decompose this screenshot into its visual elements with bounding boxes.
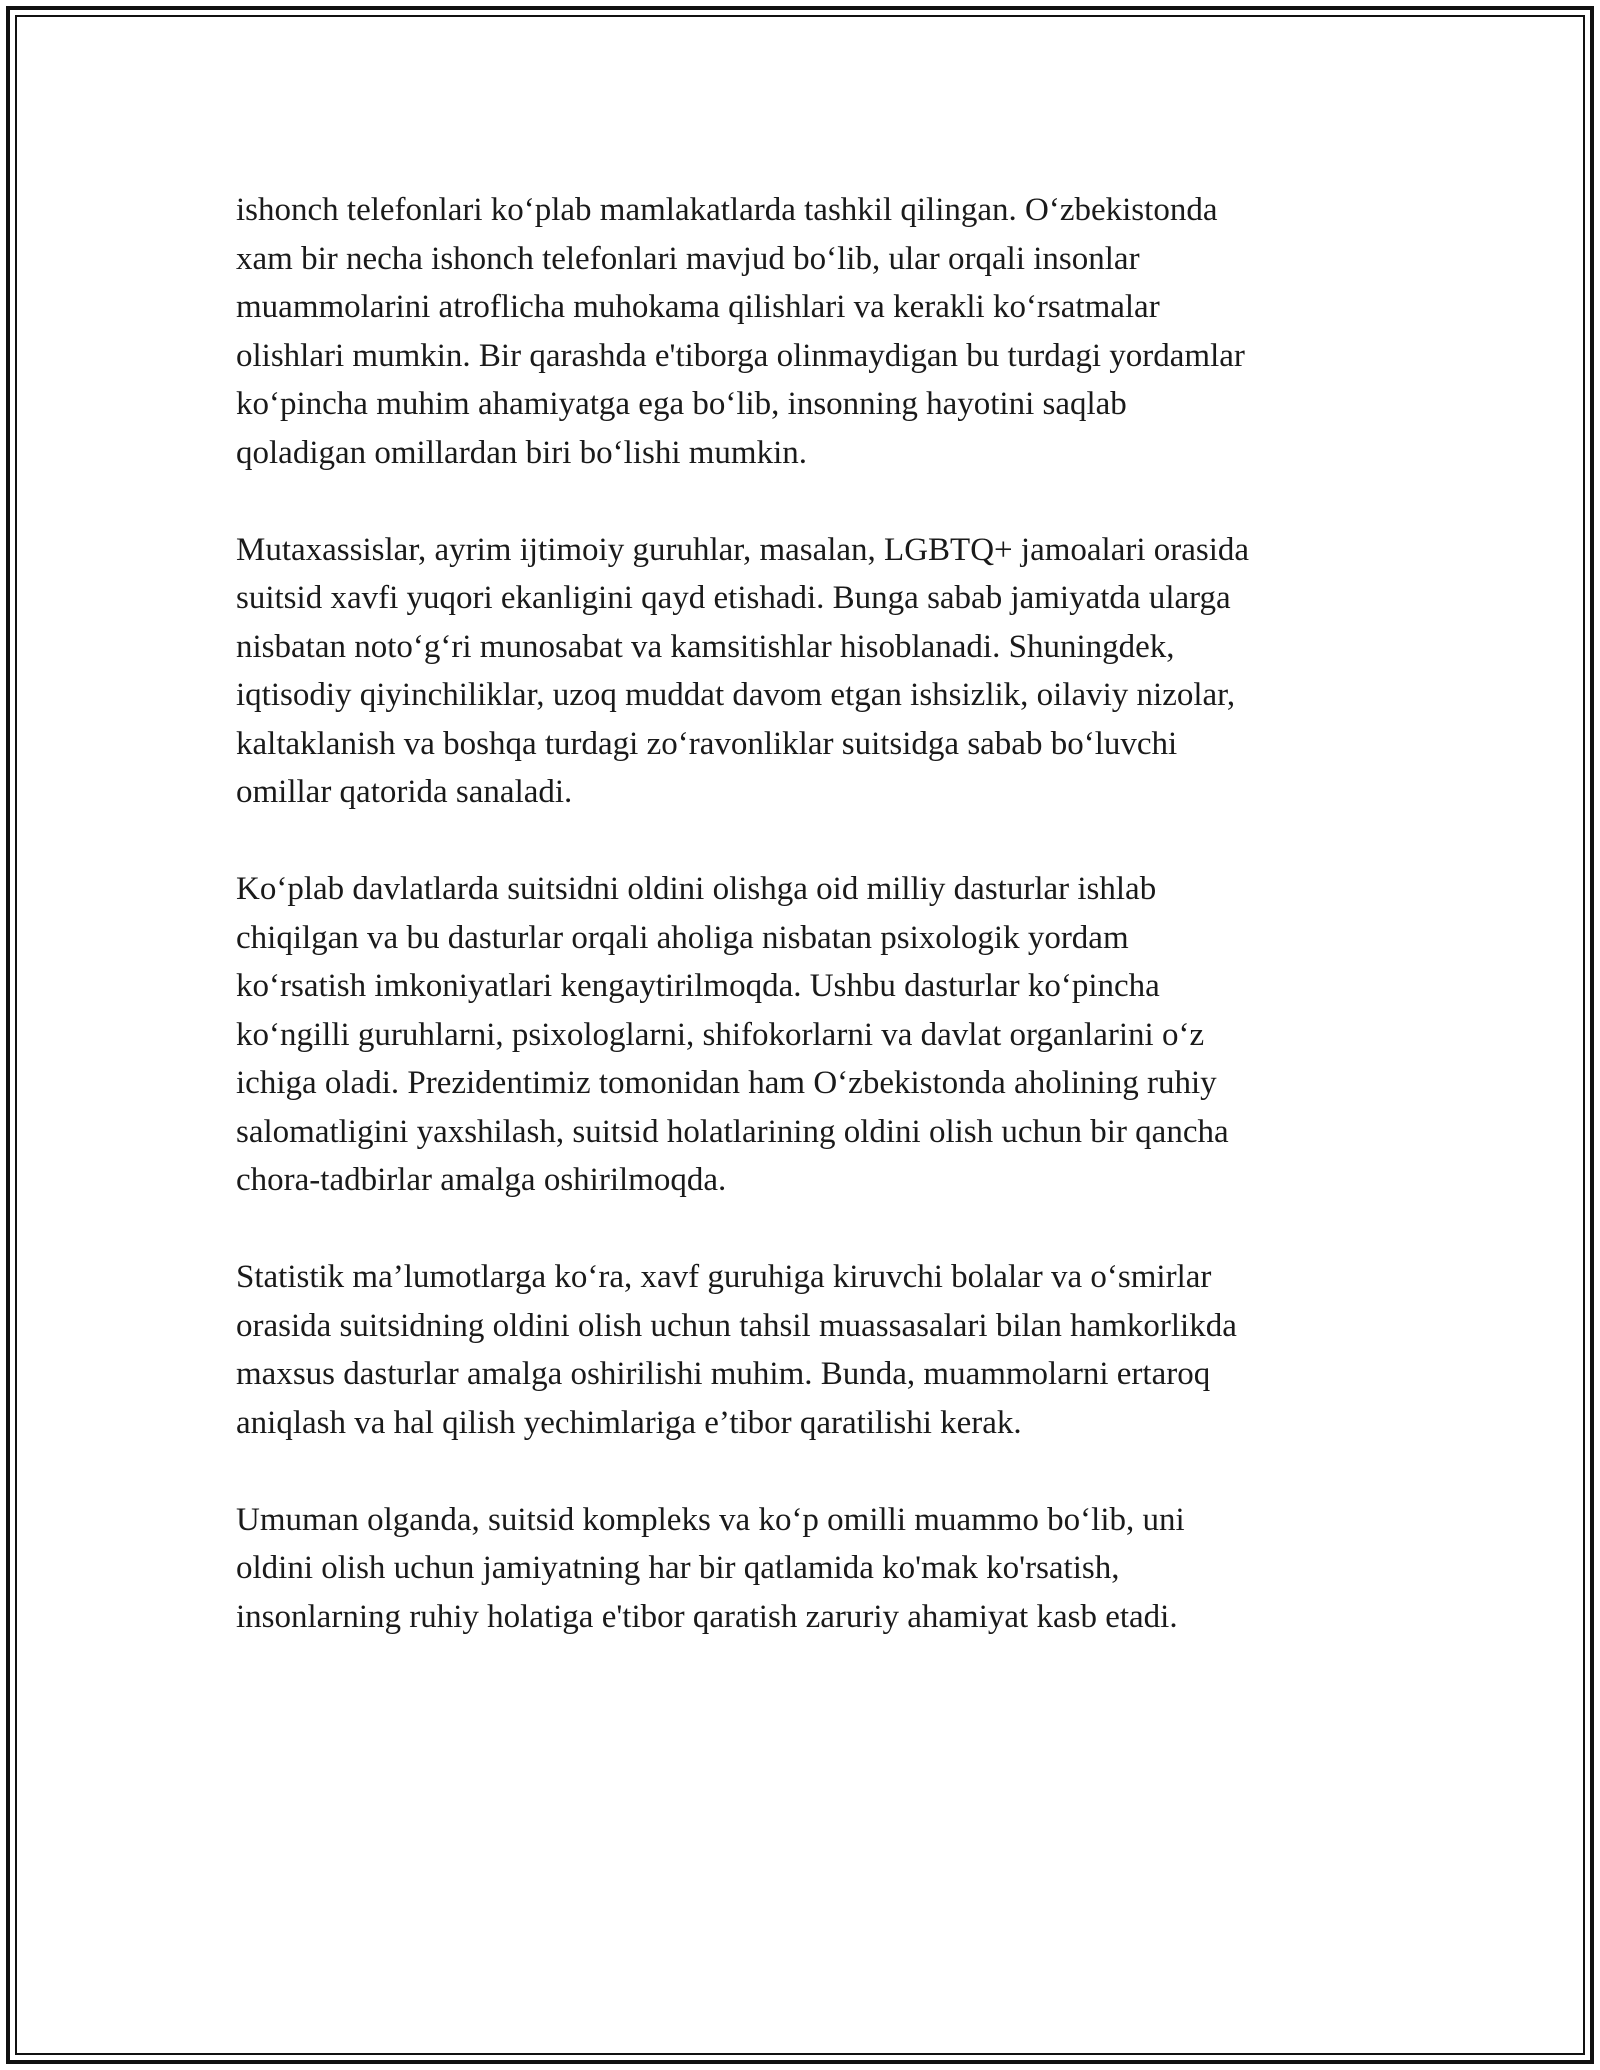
paragraph-3	[236, 865, 1376, 1205]
paragraph-5	[236, 1496, 1376, 1642]
paragraph-line: Koʻplab davlatlarda suitsidni oldini olishga oid milliy dasturlar ishlab	[236, 871, 1157, 907]
paragraph-spacer	[236, 1205, 1376, 1254]
paragraph-spacer	[236, 477, 1376, 526]
paragraph-line: salomatligini yaxshilash, suitsid holatlarining oldini olish uchun bir qancha	[236, 1113, 1229, 1150]
paragraph-2	[236, 526, 1376, 817]
paragraph-line: nisbatan notoʻgʻri munosabat va kamsitishlar hisoblanadi. Shuningdek,	[236, 628, 1175, 665]
paragraph-spacer	[236, 1447, 1376, 1496]
paragraph-line: qoladigan omillardan biri boʻlishi mumkin.	[236, 434, 808, 471]
paragraph-line: kaltaklanish va boshqa turdagi zoʻravonliklar suitsidga sabab boʻluvchi	[236, 725, 1178, 762]
paragraph-line: Umuman olganda, suitsid kompleks va koʻp omilli muammo boʻlib, uni	[236, 1501, 1185, 1538]
paragraph-line: olishlari mumkin. Bir qarashda e'tiborga olinmaydigan bu turdagi yordamlar	[236, 337, 1245, 374]
paragraph-line: koʻpincha muhim ahamiyatga ega boʻlib, insonning hayotini saqlab	[236, 386, 1127, 422]
paragraph-line: xam bir necha ishonch telefonlari mavjud boʻlib, ular orqali insonlar	[236, 240, 1140, 277]
paragraph-line: Mutaxassislar, ayrim ijtimoiy guruhlar, masalan, LGBTQ+ jamoalari orasida	[236, 531, 1250, 568]
paragraph-1	[236, 186, 1376, 477]
paragraph-line: maxsus dasturlar amalga oshirilishi muhim. Bunda, muammolarni ertaroq	[236, 1356, 1211, 1392]
document-body	[236, 186, 1376, 1641]
paragraph-line: koʻrsatish imkoniyatlari kengaytirilmoqda. Ushbu dasturlar koʻpincha	[236, 968, 1160, 1004]
paragraph-line: orasida suitsidning oldini olish uchun tahsil muassasalari bilan hamkorlikda	[236, 1307, 1237, 1344]
paragraph-spacer	[236, 817, 1376, 866]
paragraph-line: suitsid xavfi yuqori ekanligini qayd etishadi. Bunga sabab jamiyatda ularga	[236, 580, 1231, 616]
paragraph-line: chora-tadbirlar amalga oshirilmoqda.	[236, 1162, 727, 1198]
paragraph-line: oldini olish uchun jamiyatning har bir qatlamida ko'mak ko'rsatish,	[236, 1550, 1120, 1586]
paragraph-line: iqtisodiy qiyinchiliklar, uzoq muddat davom etgan ishsizlik, oilaviy nizolar,	[236, 677, 1236, 713]
paragraph-line: chiqilgan va bu dasturlar orqali aholiga nisbatan psixologik yordam	[236, 919, 1129, 956]
paragraph-line: ishonch telefonlari koʻplab mamlakatlarda tashkil qilingan. Oʻzbekistonda	[236, 192, 1218, 228]
paragraph-line: muammolarini atroflicha muhokama qilishlari va kerakli koʻrsatmalar	[236, 289, 1160, 325]
paragraph-line: ichiga oladi. Prezidentimiz tomonidan ham Oʻzbekistonda aholining ruhiy	[236, 1065, 1217, 1101]
paragraph-line: aniqlash va hal qilish yechimlariga e’tibor qaratilishi kerak.	[236, 1404, 1022, 1441]
paragraph-line: Statistik ma’lumotlarga koʻra, xavf guruhiga kiruvchi bolalar va oʻsmirlar	[236, 1259, 1212, 1295]
paragraph-line: koʻngilli guruhlarni, psixologlarni, shifokorlarni va davlat organlarini oʻz	[236, 1016, 1205, 1053]
paragraph-4	[236, 1253, 1376, 1447]
paragraph-line: insonlarning ruhiy holatiga e'tibor qaratish zaruriy ahamiyat kasb etadi.	[236, 1598, 1178, 1635]
paragraph-line: omillar qatorida sanaladi.	[236, 774, 573, 810]
